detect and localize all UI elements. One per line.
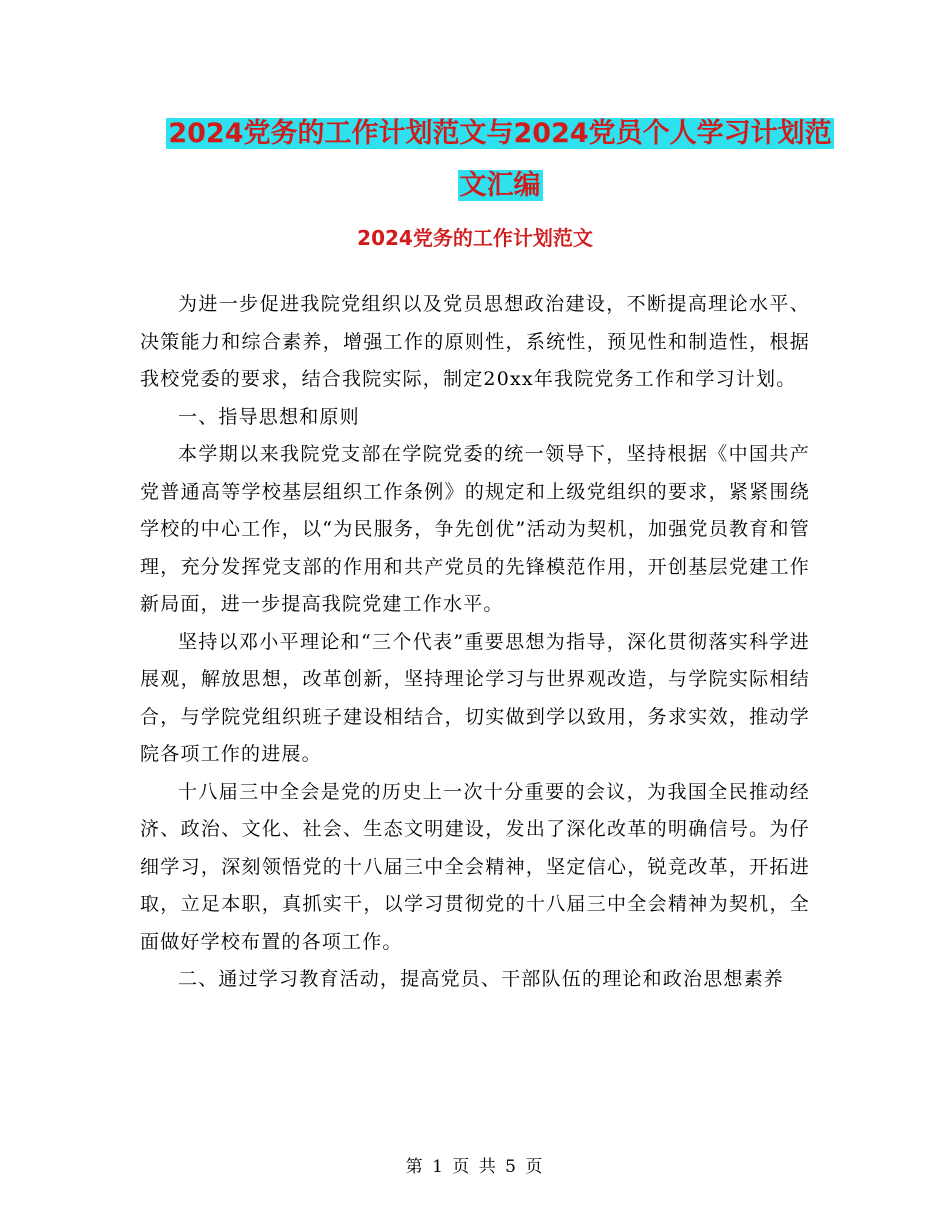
document-title [140, 108, 860, 212]
page-footer: 第 1 页 共 5 页 [405, 1157, 545, 1177]
document-title-line1: 2024党务的工作计划范文与2024党员个人学习计划范 [168, 118, 832, 149]
document-body [140, 286, 810, 999]
paragraph-heading: 一、指导思想和原则 [178, 405, 360, 428]
paragraph: 本学期以来我院党支部在学院党委的统一领导下，坚持根据《中国共产党普通高等学校基层组织工作条例》的规定和上级党组织的要求，紧紧围绕学校的中心工作，以“为民服务，争先创优”活动为契机，加强党员教育和管理，充分发挥党支部的作用和共产党员的先锋模范作用，开创基层党建工作新局面，进一步提高我院党建工作水平。 [140, 443, 810, 615]
section-title: 2024党务的工作计划范文 [357, 226, 593, 250]
paragraph: 为进一步促进我院党组织以及党员思想政治建设，不断提高理论水平、决策能力和综合素养，增强工作的原则性，系统性，预见性和制造性，根据我校党委的要求，结合我院实际，制定20xx年我院党务工作和学习计划。 [140, 293, 810, 390]
document-title-line2: 文汇编 [459, 170, 541, 201]
paragraph: 十八届三中全会是党的历史上一次十分重要的会议，为我国全民推动经济、政治、文化、社会、生态文明建设，发出了深化改革的明确信号。为仔细学习，深刻领悟党的十八届三中全会精神，坚定信心，锐竞改革，开拓进取，立足本职，真抓实干，以学习贯彻党的十八届三中全会精神为契机，全面做好学校布置的各项工作。 [140, 780, 810, 953]
paragraph-heading: 二、通过学习教育活动，提高党员、干部队伍的理论和政治思想素养 [178, 968, 785, 990]
paragraph: 坚持以邓小平理论和“三个代表”重要思想为指导，深化贯彻落实科学进展观，解放思想，改革创新，坚持理论学习与世界观改造，与学院实际相结合，与学院党组织班子建设相结合，切实做到学以致用，务求实效，推动学院各项工作的进展。 [140, 630, 810, 765]
